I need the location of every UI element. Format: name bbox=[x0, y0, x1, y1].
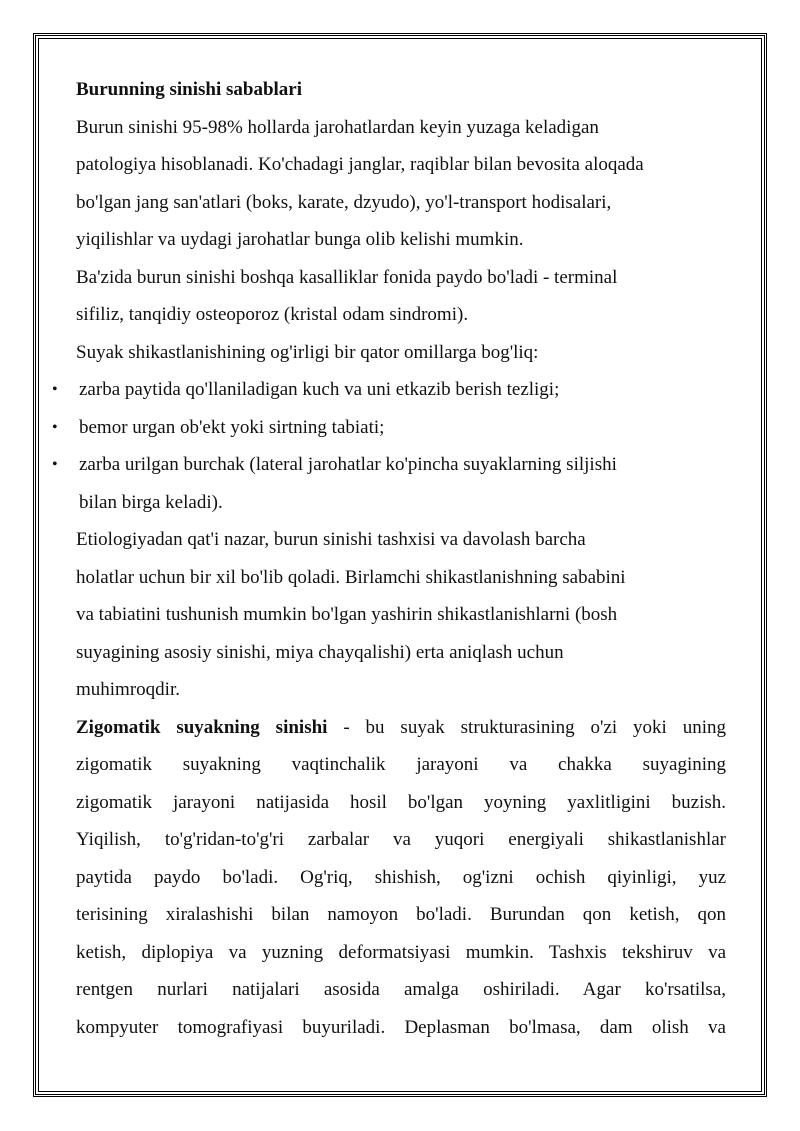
text-line: zigomatik jarayoni natijasida hosil bo'lgan yoyning yaxlitligini buzish. bbox=[76, 791, 726, 813]
list-item bbox=[52, 371, 726, 409]
bullet-icon: • bbox=[52, 456, 58, 473]
severity-factors-list bbox=[52, 371, 726, 521]
text-fragment: - bu suyak strukturasining o'zi yoki uning bbox=[327, 716, 726, 738]
text-line: paytida paydo bo'ladi. Og'riq, shishish, og'izni ochish qiyinligi, yuz bbox=[76, 866, 726, 888]
text-line: va tabiatini tushunish mumkin bo'lgan yashirin shikastlanishlarni (bosh bbox=[76, 604, 618, 625]
text-line: sifiliz, tanqidiy osteoporoz (kristal odam sindromi). bbox=[76, 304, 469, 325]
bullet-icon: • bbox=[52, 381, 58, 398]
paragraph-severity-intro: Suyak shikastlanishining og'irligi bir qator omillarga bog'liq: bbox=[76, 341, 539, 363]
text-line: bilan birga keladi). bbox=[79, 491, 223, 513]
text-line bbox=[76, 709, 726, 747]
section-heading: Burunning sinishi sabablari bbox=[76, 79, 302, 100]
paragraph-causes bbox=[76, 109, 726, 259]
text-line: holatlar uchun bir xil bo'lib qoladi. Birlamchi shikastlanishning sababini bbox=[76, 566, 626, 588]
text-line: patologiya hisoblanadi. Ko'chadagi janglar, raqiblar bilan bevosita aloqada bbox=[76, 154, 644, 175]
text-line: ketish, diplopiya va yuzning deformatsiyasi mumkin. Tashxis tekshiruv va bbox=[76, 941, 726, 963]
paragraph-zygomatic-fracture bbox=[76, 709, 726, 1047]
text-line: bo'lgan jang san'atlari (boks, karate, dzyudo), yo'l-transport hodisalari, bbox=[76, 191, 612, 213]
text-line: bemor urgan ob'ekt yoki sirtning tabiati; bbox=[79, 416, 385, 438]
zygomatic-term: Zigomatik suyakning sinishi bbox=[76, 716, 328, 738]
bullet-icon: • bbox=[52, 418, 58, 436]
text-line: suyagining asosiy sinishi, miya chayqalishi) erta aniqlash uchun bbox=[76, 641, 564, 663]
paragraph-other-diseases bbox=[76, 259, 726, 334]
text-line: Etiologiyadan qat'i nazar, burun sinishi tashxisi va davolash barcha bbox=[76, 529, 586, 550]
text-line: terisining xiralashishi bilan namoyon bo'ladi. Burundan qon ketish, qon bbox=[76, 904, 726, 925]
text-line: Yiqilish, to'g'ridan-to'g'ri zarbalar va yuqori energiyali shikastlanishlar bbox=[76, 829, 726, 850]
text-line: rentgen nurlari natijalari asosida amalga oshiriladi. Agar ko'rsatilsa, bbox=[76, 979, 726, 1000]
list-item bbox=[52, 409, 726, 447]
paragraph-etiology bbox=[76, 521, 726, 709]
text-line: yiqilishlar va uydagi jarohatlar bunga olib kelishi mumkin. bbox=[76, 229, 524, 250]
document-body bbox=[52, 71, 726, 1046]
text-line: zarba urilgan burchak (lateral jarohatlar ko'pincha suyaklarning siljishi bbox=[79, 454, 617, 475]
text-line: muhimroqdir. bbox=[76, 679, 180, 700]
text-line: zigomatik suyakning vaqtinchalik jarayoni va chakka suyagining bbox=[76, 754, 726, 775]
text-line: Burun sinishi 95-98% hollarda jarohatlardan keyin yuzaga keladigan bbox=[76, 116, 599, 138]
text-line: kompyuter tomografiyasi buyuriladi. Deplasman bo'lmasa, dam olish va bbox=[76, 1016, 726, 1038]
list-item bbox=[52, 446, 726, 521]
text-line: Ba'zida burun sinishi boshqa kasalliklar fonida paydo bo'ladi - terminal bbox=[76, 266, 618, 288]
text-line: zarba paytida qo'llaniladigan kuch va uni etkazib berish tezligi; bbox=[79, 379, 560, 400]
